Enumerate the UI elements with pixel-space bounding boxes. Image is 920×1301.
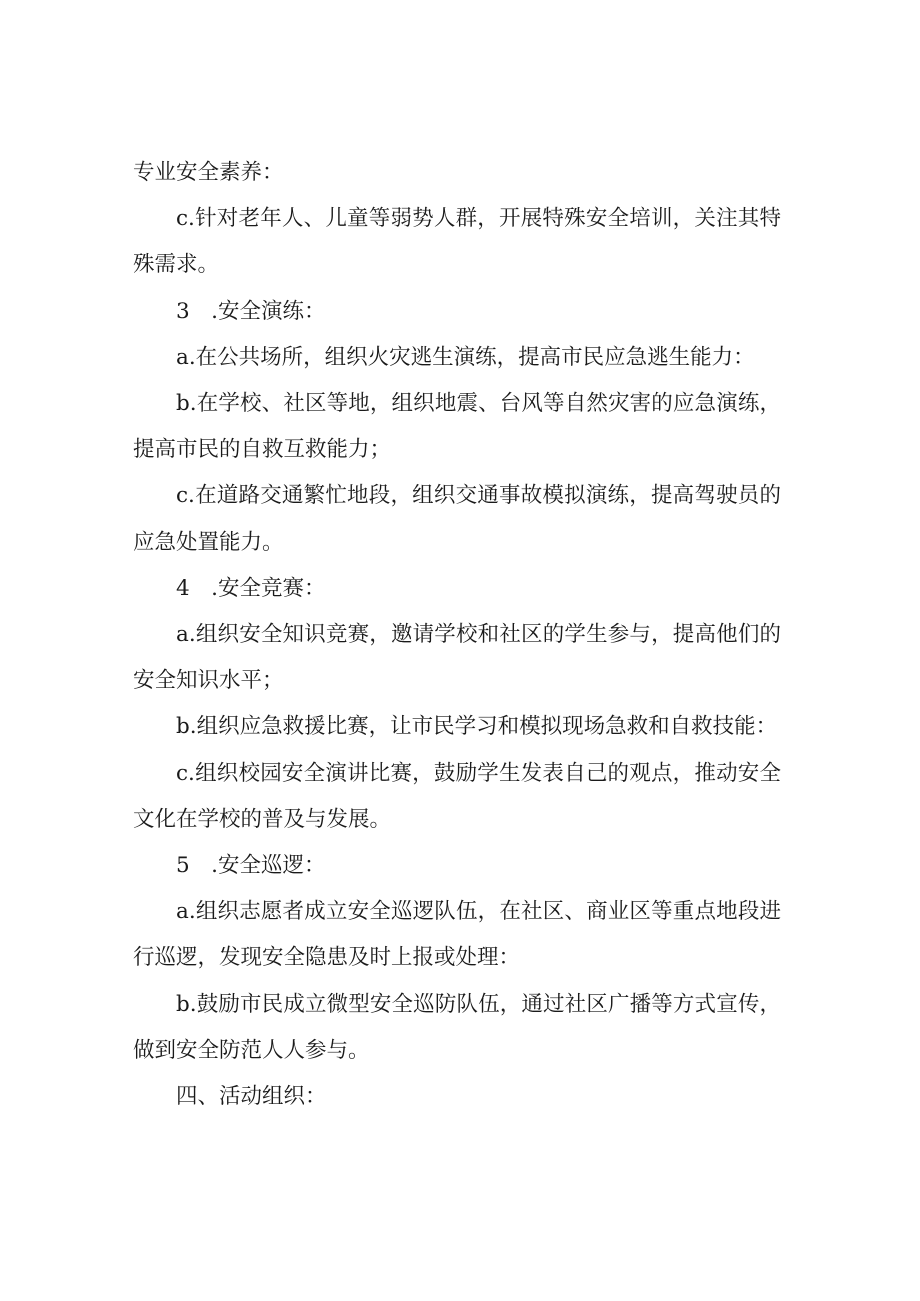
paragraph-item-c-special-training: c.针对老年人、儿童等弱势人群，开展特殊安全培训，关注其特殊需求。 — [133, 206, 781, 278]
document-body — [133, 150, 781, 1120]
paragraph-item-a-knowledge-contest: a.组织安全知识竞赛，邀请学校和社区的学生参与，提高他们的安全知识水平； — [133, 622, 781, 694]
section-heading-competitions: 4 .安全竞赛： — [176, 575, 326, 601]
paragraph-item-a-fire-drill: a.在公共场所，组织火灾逃生演练，提高市民应急逃生能力： — [176, 344, 755, 370]
section-heading-organization: 四、活动组织： — [176, 1084, 327, 1110]
paragraph-item-b-micro-patrol: b.鼓励市民成立微型安全巡防队伍，通过社区广播等方式宣传，做到安全防范人人参与。 — [133, 991, 781, 1063]
paragraph-item-c-traffic-drill: c.在道路交通繁忙地段，组织交通事故模拟演练，提高驾驶员的应急处置能力。 — [133, 483, 781, 555]
paragraph-item-b-rescue-contest: b.组织应急救援比赛，让市民学习和模拟现场急救和自救技能： — [176, 714, 778, 740]
paragraph-item-b-disaster-drill: b.在学校、社区等地，组织地震、台风等自然灾害的应急演练，提高市民的自救互救能力； — [133, 391, 781, 463]
section-heading-drills: 3 .安全演练： — [176, 298, 326, 324]
section-heading-patrol: 5 .安全巡逻： — [176, 853, 326, 879]
paragraph-item-c-speech-contest: c.组织校园安全演讲比赛，鼓励学生发表自己的观点，推动安全文化在学校的普及与发展。 — [133, 760, 781, 832]
paragraph-item-a-volunteer-patrol: a.组织志愿者成立安全巡逻队伍，在社区、商业区等重点地段进行巡逻，发现安全隐患及时上报或处理： — [133, 899, 781, 971]
paragraph-continuation: 专业安全素养： — [133, 160, 284, 185]
